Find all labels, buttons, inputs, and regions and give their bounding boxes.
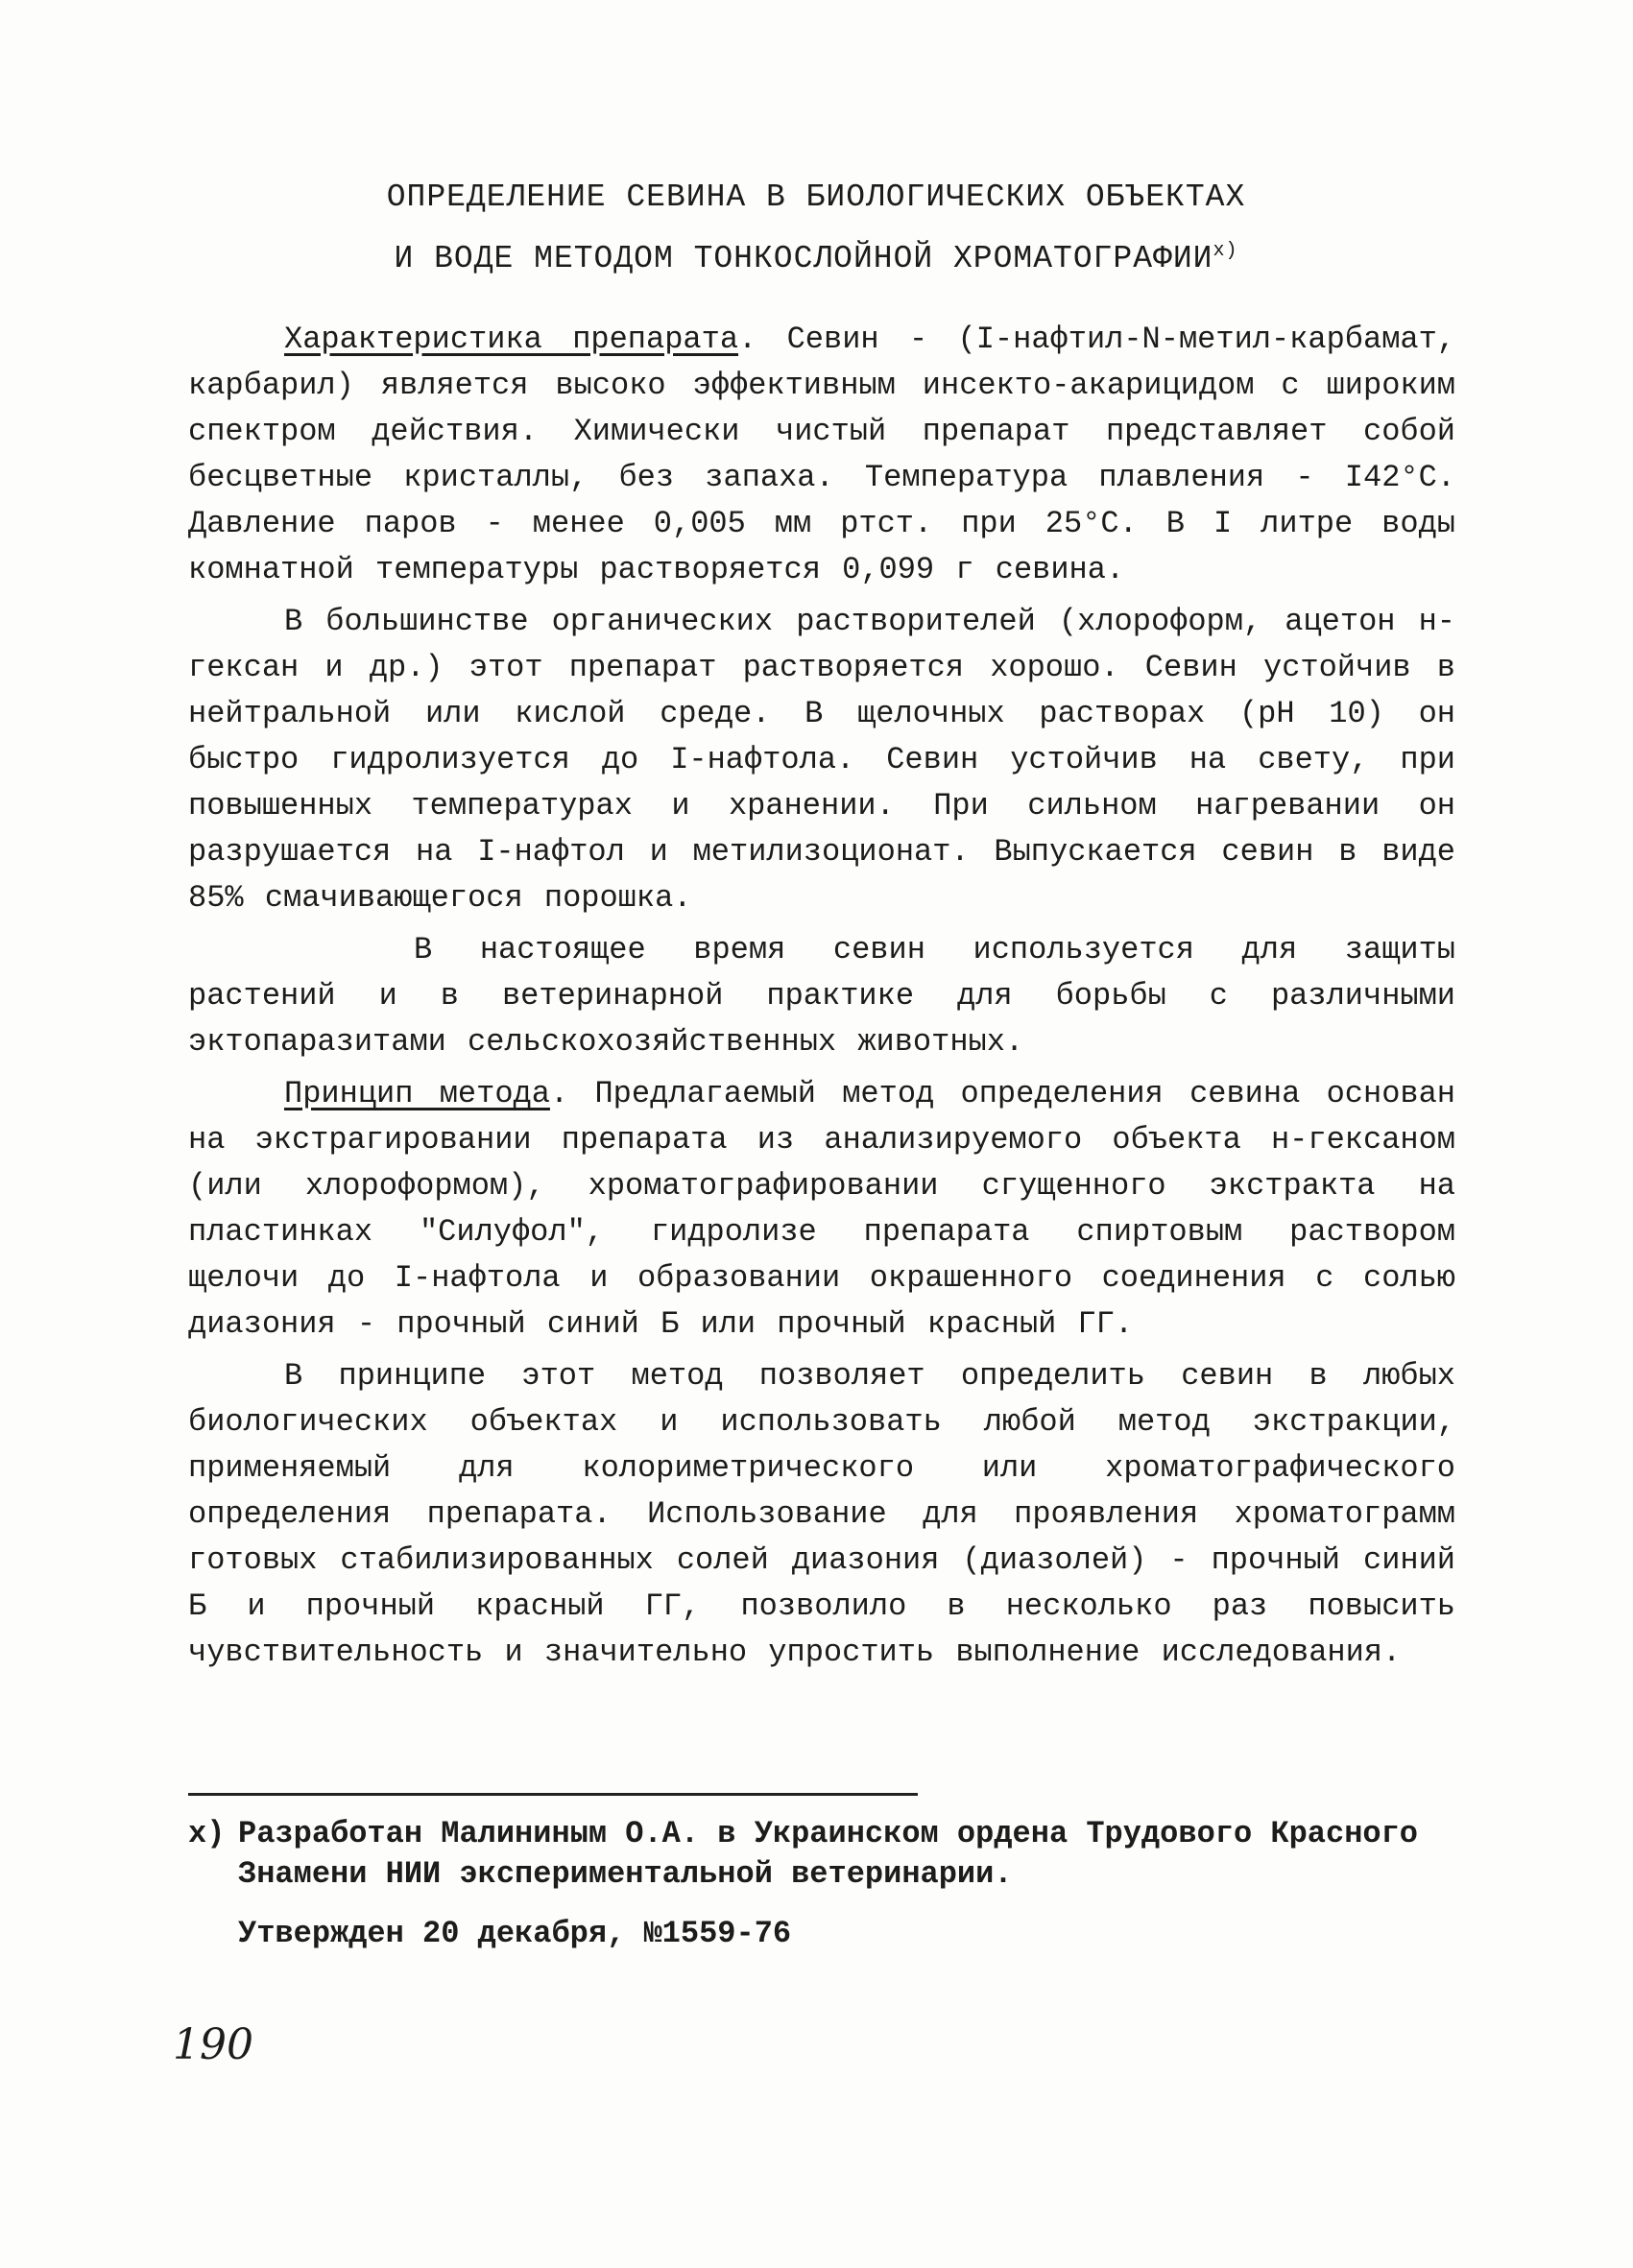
paragraph-principle [188, 1071, 1455, 1348]
paragraph-solubility: В большинстве органических растворителей (хлороформ, ацетон н-гексан и др.) этот препарат растворяется хорошо. Севин устойчив в нейтральной или кислой среде. В щелочных растворах (pH 10) он быстро гидролизуется до I-нафтола. Севин устойчив на свету, при повышенных температурах и хранении. При сильном нагревании он разрушается на I-нафтол и метилизоционат. Выпускается севин в виде 85% смачивающегося порошка. [188, 604, 1455, 916]
page-number: 190 [173, 2020, 253, 2069]
document-body [188, 317, 1455, 1682]
section-heading-principle: Принцип метода [284, 1076, 550, 1111]
paragraph-usage: В настоящее время севин используется для защиты растений и в ветеринарной практике для борьбы с различными эктопаразитами сельскохозяйственных животных. [188, 932, 1455, 1060]
footnote-row [188, 1814, 1455, 1895]
footnote [188, 1814, 1455, 1954]
paragraph-text: . Предлагаемый метод определения севина основан на экстрагировании препарата из анализируемого объекта н-гексаном (или хлороформом), хроматографировании сгущенного экстракта на пластинках "Силуфол", гидролизе препарата спиртовым раствором щелочи до I-нафтола и образовании окрашенного соединения с солью диазония - прочный синий Б или прочный красный ГГ. [188, 1076, 1456, 1342]
paragraph-applicability: В принципе этот метод позволяет определить севин в любых биологических объектах и использовать любой метод экстракции, применяемый для колориметрического или хроматографического определения препарата. Использование для проявления хроматограмм готовых стабилизированных солей диазония (диазолей) - прочный синий Б и прочный красный ГГ, позволило в несколько раз повысить чувствительность и значительно упростить выполнение исследования. [188, 1358, 1455, 1670]
title-line-2 [288, 225, 1344, 286]
section-heading-characteristics: Характеристика препарата [284, 322, 739, 357]
document-title [288, 171, 1344, 286]
footnote-text: Разработан Малининым О.А. в Украинском ордена Трудового Красного Знамени НИИ экспериментальной ветеринарии. [238, 1816, 1418, 1892]
title-footnote-mark: х) [1213, 240, 1238, 262]
title-line-2-text: И ВОДЕ МЕТОДОМ ТОНКОСЛОЙНОЙ ХРОМАТОГРАФИИ [394, 241, 1213, 276]
title-line-1: ОПРЕДЕЛЕНИЕ СЕВИНА В БИОЛОГИЧЕСКИХ ОБЪЕКТАХ [386, 179, 1246, 215]
paragraph-characteristics [188, 317, 1455, 593]
paragraph-text: . Севин - (I-нафтил-N-метил-карбамат, карбарил) является высоко эффективным инсекто-акарицидом с широким спектром действия. Химически чистый препарат представляет собой бесцветные кристаллы, без запаха. Температура плавления - I42°С. Давление паров - менее 0,005 мм ртст. при 25°С. В I литре воды комнатной температуры растворяется 0,099 г севина. [188, 322, 1456, 587]
approval-note: Утвержден 20 декабря, №1559-76 [238, 1916, 792, 1951]
footnote-divider [188, 1793, 918, 1796]
footnote-mark: х) [188, 1816, 226, 1851]
